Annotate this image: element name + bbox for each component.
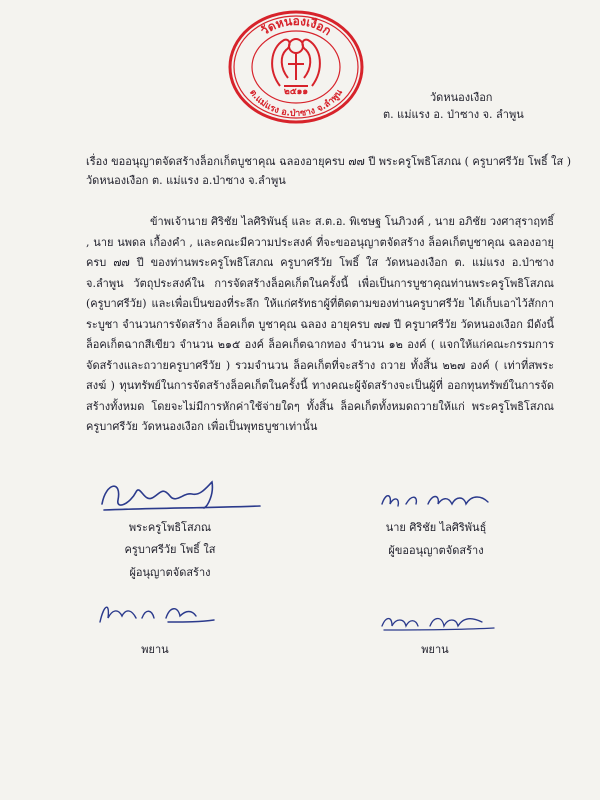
abbot-title: พระครูโพธิโสภณ [128, 521, 212, 534]
seal-emblem-icon [272, 39, 320, 86]
abbot-signature [96, 474, 266, 518]
org-address: ต. แม่แรง อ. ป่าซาง จ. ลำพูน [383, 108, 524, 121]
temple-seal [228, 10, 364, 124]
abbot-role: ผู้อนุญาตจัดสร้าง [129, 566, 211, 579]
seal-graphic [228, 10, 364, 124]
signature-scribble-icon [96, 474, 266, 518]
signature-scribble-icon [378, 486, 498, 512]
seal-top-text: วัดหนองเงือก [257, 13, 334, 39]
witness-right-signature [378, 608, 498, 634]
seal-bottom-text: ต.แม่แรง อ.ป่าซาง จ.ลำพูน [247, 87, 345, 120]
witness-right-label: พยาน [421, 643, 449, 656]
signature-scribble-icon [378, 608, 498, 634]
seal-center-text: ๒๕๑๑ [283, 87, 309, 97]
signature-scribble-icon [96, 598, 216, 628]
applicant-signature [378, 486, 498, 512]
applicant-name: นาย ศิริชัย ไลศิริพันธุ์ [385, 521, 487, 534]
subject-line: เรื่อง ขออนุญาตจัดสร้างล็อกเก็ตบูชาคุณ ฉลองอายุครบ ๗๗ ปี พระครูโพธิโสภณ ( ครูบาศรีวัย โพธิ์ ใส ) [86, 155, 572, 168]
abbot-name: ครูบาศรีวัย โพธิ์ ใส [124, 543, 216, 556]
body-paragraph: ข้าพเจ้านาย ศิริชัย ไลศิริพันธุ์ และ ส.ต.อ. พิเชษฐ โนภิวงค์ , นาย อภิชัย วงศาสุราฤทธิ์ , นาย นพดล เกื้องคำ , และคณะมีความประสงค์ ที่จะขออนุญาตจัดสร้าง ล็อคเก็ตบูชาคุณ ฉลองอายุครบ ๗๗ ปี ของท่านพระครูโพธิโสภณ ครูบาศรีวัย โพธิ์ ใส วัดหนองเงือก ต. แม่แรง อ.ป่าซาง จ.ลำพูน วัตถุประสงค์ใน การจัดสร้างล็อคเก็ตในครั้งนี้ เพื่อเป็นการบูชาคุณท่านพระครูโพธิโสภณ (ครูบาศรีวัย) และเพื่อเป็นของที่ระลึก ให้แก่ศรัทธาผู้ที่ติดตามของท่านครูบาศรีวัย ได้เก็บเอาไว้สักการะบูชา จำนวนการจัดสร้าง ล็อคเก็ต บูชาคุณ ฉลอง อายุครบ ๗๗ ปี ครูบาศรีวัย วัดหนองเงือก มีดังนี้ ล็อคเก็ตฉากสีเขียว จำนวน ๒๑๕ องค์ ล็อคเก็ตฉากทอง จำนวน ๑๒ องค์ ( แจกให้แก่คณะกรรมการจัดสร้างและถวายครูบาศรีวัย ) รวมจำนวน ล็อคเก็ตที่จะสร้าง ถวาย ทั้งสิ้น ๒๒๗ องค์ ( เท่าที่สพระสงฆ์ ) ทุนทรัพย์ในการจัดสร้างล็อคเก็ตในครั้งนี้ ทางคณะผู้จัดสร้างจะเป็นผู้ที่ ออกทุนทรัพย์ในการจัดสร้างทั้งหมด โดยจะไม่มีการหักค่าใช้จ่ายใดๆ ทั้งสิ้น ล็อคเก็ตทั้งหมดถวายให้แก่ พระครูโพธิโสภณ ครูบาศรีวัย วัดหนองเงือก เพื่อเป็นพุทธบูชาเท่านั้น [86, 215, 554, 433]
subject-line-2: วัดหนองเงือก ต. แม่แรง อ.ป่าซาง จ.ลำพูน [86, 174, 286, 187]
witness-left-signature [96, 598, 216, 628]
witness-left-label: พยาน [141, 643, 169, 656]
applicant-role: ผู้ขออนุญาตจัดสร้าง [388, 544, 484, 557]
org-name: วัดหนองเงือก [430, 91, 493, 104]
